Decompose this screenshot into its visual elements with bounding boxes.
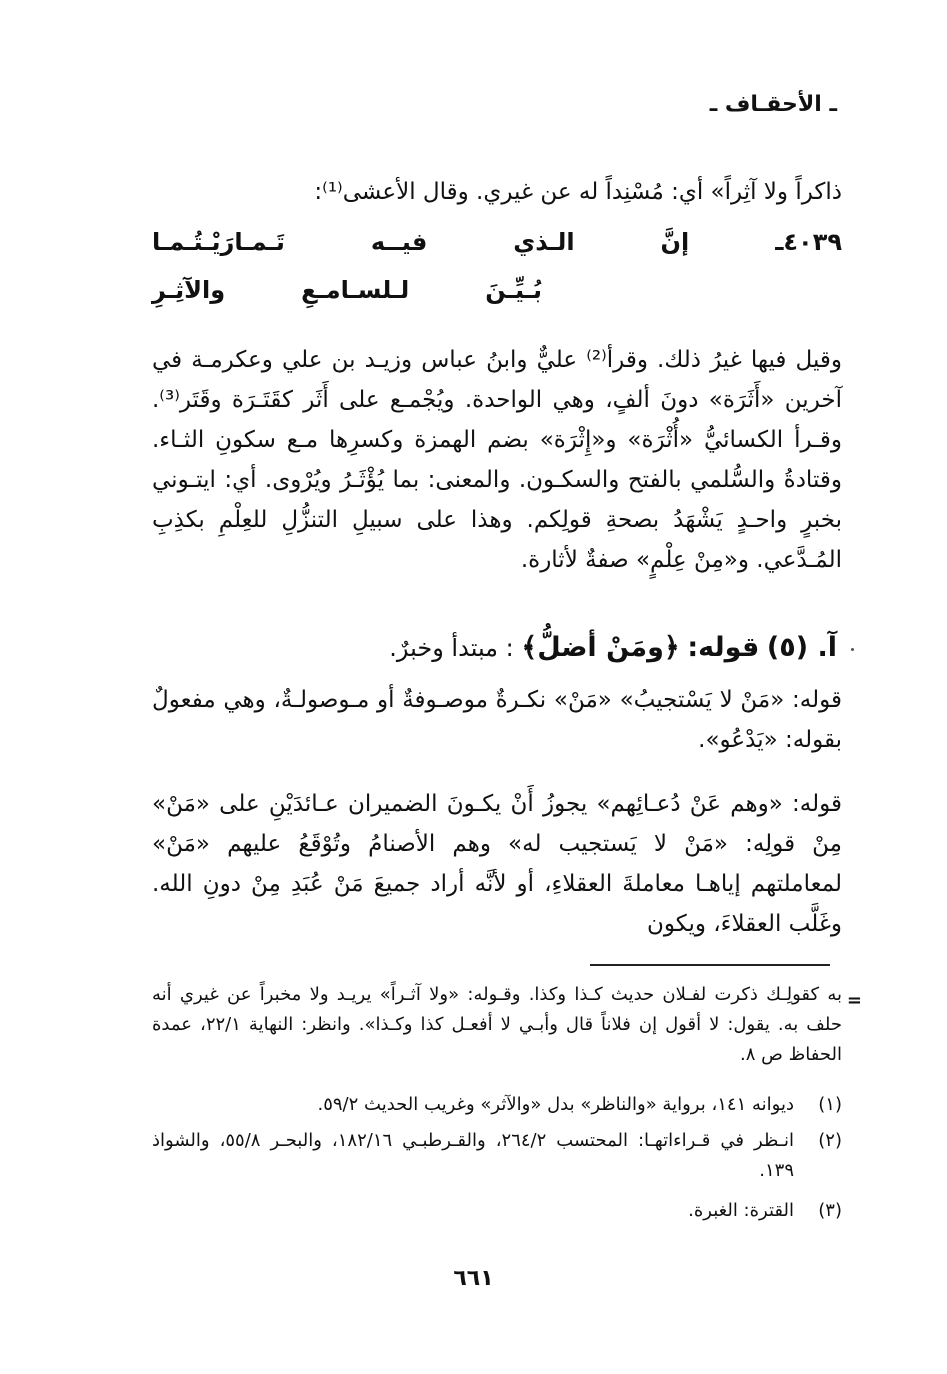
footnote-separator (590, 964, 830, 966)
footnote-1 (152, 1090, 842, 1120)
paragraph-pronouns: قوله: «وهم عَنْ دُعـائِهم» يجوزُ أَنْ يكـونَ الضميران عـائدَيْنِ على «مَنْ» مِنْ قولِه: «مَنْ لا يَستجيب له» وهم الأصنامُ وتُوْقَعُ عليهم «مَنْ» لمعاملتهم إياهـا معاملةَ العقلاءِ، أو لأنَّه أراد جميعَ مَنْ عُبَدِ مِنْ دونِ الله. وغَلَّب العقلاءَ، ويكون (152, 791, 842, 937)
ayah-gloss: : مبتدأ وخبرٌ. (389, 634, 514, 662)
paragraph-intro: ذاكراً ولا آثِراً» أي: مُسْنِداً له عن غيري. وقال الأعشى⁽¹⁾: (314, 179, 842, 205)
verse-word: فيــه (370, 228, 428, 256)
verse-number: ٤٠٣٩ـ (775, 228, 842, 256)
verse-word: بُـيِّـنَ (485, 276, 542, 304)
footnote-number: (٢) (818, 1130, 842, 1151)
paragraph-readings: وقيل فيها غيرُ ذلك. وقرأ⁽²⁾ عليٌّ وابنُ عباس وزيـد بن علي وعكرمـة في آخرين «أَثَرَة» دونَ ألفٍ، وهي الواحدة. ويُجْمـع على أَثَر كقَتَـرَة وقَتَر⁽³⁾. وقـرأ الكسائيُّ «أُثْرَة» و«إِثْرَة» بضم الهمزة وكسرِها مـع سكونِ الثـاء. وقتادةُ والسُّلمي بالفتح والسكـون. والمعنى: بما يُؤْثَـرُ ويُرْوى. أي: ايتـوني بخبرٍ واحـدٍ يَشْهَدُ بصحةِ قولِكم. وهذا على سبيلِ التنزُّلِ للعِلْمِ بكذِبِ المُـدَّعي. و«مِنْ عِلْمٍ» صفةٌ لأثارة. (152, 347, 842, 573)
footnote-text: انـظر في قـراءاتهـا: المحتسب ٢٦٤/٢، والقـرطبـي ١٨٢/١٦، والبحـر ٥٥/٨، والشواذ ١٣٩. (152, 1130, 795, 1181)
verse-line-1 (152, 228, 842, 256)
footnote-text: ديوانه ١٤١، برواية «والناظر» بدل «والآثر» وغريب الحديث ٥٩/٢. (317, 1094, 794, 1115)
footnote-text: القترة: الغبرة. (688, 1200, 794, 1221)
footnote-2 (152, 1126, 842, 1186)
verse-word: إنَّ (660, 228, 690, 256)
footnote-number: (٣) (818, 1200, 842, 1221)
paragraph-man: قوله: «مَنْ لا يَسْتجيبُ» «مَنْ» نكـرةٌ موصـوفةٌ أو مـوصولـةٌ، وهي مفعولٌ بقوله: «يَدْعُو». (152, 687, 842, 753)
verse-word: لـلسـامـعِ (301, 276, 410, 304)
verse-word: الـذي (513, 228, 575, 256)
page-number: ٦٦١ (453, 1266, 494, 1291)
footnote-continuation: به كقولِـك ذكرت لفـلان حديث كـذا وكذا. وقـوله: «ولا آثـراً» يريـد ولا مخبراً عن غيري أنه حلف به. يقول: لا أقول إن فلاناً قال وأبـي لا أفعـل كذا وكـذا». وانظر: النهاية ٢٢/١، عمدة الحفاظ ص ٨. (152, 984, 842, 1065)
verse-word: والآثِـرِ (152, 276, 226, 304)
ayah-heading (147, 628, 837, 668)
margin-dot (851, 648, 854, 651)
footnote-number: (١) (818, 1094, 842, 1115)
footnote-3 (152, 1196, 842, 1226)
ayah-ref: آ. (٥) (766, 632, 837, 663)
footnote-continuation-mark: = (846, 990, 862, 1011)
running-header: ـ الأحقـاف ـ (709, 92, 837, 117)
qawluhu-label: قوله: (687, 632, 760, 663)
quran-quote: ﴿ومَنْ أضلُّ﴾ (521, 632, 680, 663)
verse-word: تَـمـارَيْـتُـمـا (152, 228, 285, 256)
verse-line-2 (152, 276, 542, 304)
